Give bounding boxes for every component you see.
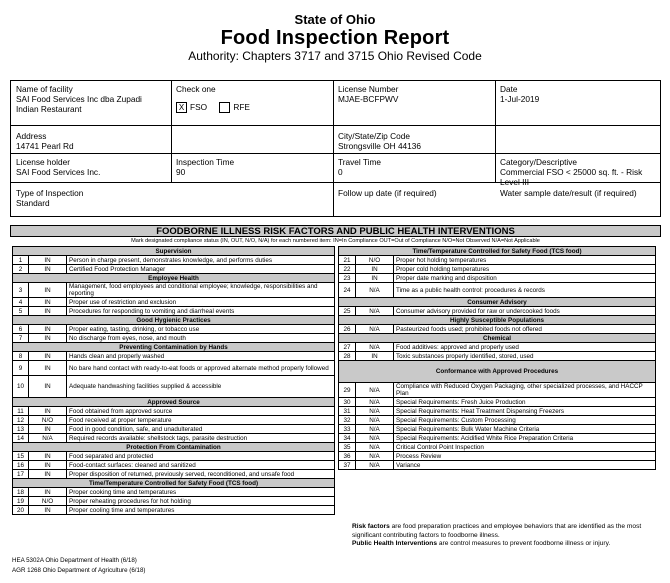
compliance-status[interactable]: IN (29, 298, 67, 307)
section-header: Preventing Contamination by Hands (13, 343, 335, 352)
item-number: 36 (339, 452, 356, 461)
category-label: Category/Descriptive (500, 157, 578, 167)
section-header-row (339, 247, 656, 256)
item-row (339, 325, 656, 334)
fso-label: FSO (190, 102, 208, 112)
compliance-status[interactable]: N/O (29, 416, 67, 425)
item-description: Critical Control Point Inspection (394, 443, 656, 452)
item-number: 19 (13, 497, 29, 506)
section-header: Highly Susceptible Populations (339, 316, 656, 325)
travel-time-label: Travel Time (338, 157, 382, 167)
follow-up-label: Follow up date (if required) (338, 188, 437, 198)
compliance-status[interactable]: N/A (356, 343, 394, 352)
footer-form-number-odh: HEA 5302A Ohio Department of Health (6/18) (12, 557, 137, 564)
item-number: 31 (339, 407, 356, 416)
license-holder-value: SAI Food Services Inc. (16, 167, 101, 177)
item-number: 29 (339, 383, 356, 398)
compliance-status[interactable]: IN (29, 334, 67, 343)
item-row (339, 343, 656, 352)
item-number: 28 (339, 352, 356, 361)
check-one-label: Check one (176, 84, 216, 94)
facility-name-label: Name of facility (16, 84, 73, 94)
inspection-type-value: Standard (16, 198, 50, 208)
section-header-row (13, 316, 335, 325)
item-description: Time as a public health control: procedures & records (394, 283, 656, 298)
item-number: 34 (339, 434, 356, 443)
compliance-status[interactable]: IN (29, 452, 67, 461)
follow-up-cell (333, 185, 495, 201)
item-row (13, 334, 335, 343)
compliance-status[interactable]: IN (356, 265, 394, 274)
compliance-status[interactable]: N/A (356, 383, 394, 398)
state-heading: State of Ohio (294, 12, 376, 27)
item-number: 24 (339, 283, 356, 298)
item-number: 23 (339, 274, 356, 283)
travel-time-value: 0 (338, 167, 343, 177)
item-description: Proper reheating procedures for hot holding (67, 497, 335, 506)
item-number: 27 (339, 343, 356, 352)
section-header: Good Hygienic Practices (13, 316, 335, 325)
section-header-row (13, 274, 335, 283)
item-row (339, 398, 656, 407)
risk-factors-definition: are food preparation practices and employee behaviors that are identified as the most significant contributing factors to foodborne illness. (352, 523, 642, 539)
item-description: Pasteurized foods used; prohibited foods not offered (394, 325, 656, 334)
item-row (339, 352, 656, 361)
item-row (13, 416, 335, 425)
item-description: Proper disposition of returned, previously served, reconditioned, and unsafe food (67, 470, 335, 479)
compliance-status[interactable]: N/A (29, 434, 67, 443)
compliance-status[interactable]: IN (29, 307, 67, 316)
compliance-status[interactable]: IN (29, 461, 67, 470)
section-header: Time/Temperature Controlled for Safety Food (TCS food) (13, 479, 335, 488)
city-state-zip-label: City/State/Zip Code (338, 131, 410, 141)
risk-factors-table-left (12, 246, 335, 515)
item-row (339, 383, 656, 398)
compliance-status[interactable]: IN (29, 506, 67, 515)
item-row (339, 307, 656, 316)
item-description: Food additives: approved and properly used (394, 343, 656, 352)
item-number: 6 (13, 325, 29, 334)
compliance-status[interactable]: N/A (356, 407, 394, 416)
item-row (13, 361, 335, 376)
item-number: 25 (339, 307, 356, 316)
risk-factors-term: Risk factors (352, 523, 390, 530)
item-description: Proper hot holding temperatures (394, 256, 656, 265)
item-row (13, 434, 335, 443)
compliance-status[interactable]: IN (29, 352, 67, 361)
license-number-value: MJAE-BCFPWV (338, 94, 399, 104)
item-number: 8 (13, 352, 29, 361)
compliance-status[interactable]: IN (29, 488, 67, 497)
compliance-status[interactable]: IN (29, 407, 67, 416)
item-number: 9 (13, 361, 29, 376)
item-row (339, 416, 656, 425)
item-row (13, 461, 335, 470)
item-description: No bare hand contact with ready-to-eat foods or approved alternate method properly followed (67, 361, 335, 376)
item-description: Special Requirements: Fresh Juice Production (394, 398, 656, 407)
compliance-status[interactable]: N/A (356, 443, 394, 452)
item-row (13, 307, 335, 316)
item-row (339, 283, 656, 298)
item-description: Proper cooling time and temperatures (67, 506, 335, 515)
item-row (13, 488, 335, 497)
license-number-label: License Number (338, 84, 399, 94)
compliance-status[interactable]: N/A (356, 325, 394, 334)
water-sample-label: Water sample date/result (if required) (500, 188, 637, 198)
inspection-type-cell (11, 185, 333, 211)
compliance-status[interactable]: IN (29, 256, 67, 265)
compliance-status[interactable]: N/O (356, 256, 394, 265)
rfe-label: RFE (233, 102, 250, 112)
item-description: Food separated and protected (67, 452, 335, 461)
item-description: Special Requirements: Acidified White Rice Preparation Criteria (394, 434, 656, 443)
item-row (339, 461, 656, 470)
item-description: Compliance with Reduced Oxygen Packaging, other specialized processes, and HACCP Plan (394, 383, 656, 398)
item-description: Variance (394, 461, 656, 470)
item-number: 2 (13, 265, 29, 274)
item-number: 11 (13, 407, 29, 416)
compliance-status[interactable]: N/A (356, 307, 394, 316)
compliance-status[interactable]: IN (29, 265, 67, 274)
item-number: 30 (339, 398, 356, 407)
section-header: Consumer Advisory (339, 298, 656, 307)
item-number: 5 (13, 307, 29, 316)
item-description: Hands clean and properly washed (67, 352, 335, 361)
water-sample-cell (495, 185, 660, 201)
rfe-checkbox[interactable] (219, 102, 230, 113)
item-number: 4 (13, 298, 29, 307)
license-number-cell (333, 81, 495, 107)
section-header: Time/Temperature Controlled for Safety Food (TCS food) (339, 247, 656, 256)
item-number: 7 (13, 334, 29, 343)
item-number: 15 (13, 452, 29, 461)
item-row (13, 256, 335, 265)
section-header-row (339, 298, 656, 307)
city-state-zip-cell (333, 128, 660, 154)
item-description: Food obtained from approved source (67, 407, 335, 416)
item-row (339, 274, 656, 283)
category-value: Commercial FSO < 25000 sq. ft. - Risk Level III (500, 167, 643, 187)
section-header: Supervision (13, 247, 335, 256)
inspection-time-value: 90 (176, 167, 186, 177)
section-header: Approved Source (13, 398, 335, 407)
compliance-status[interactable]: N/A (356, 398, 394, 407)
item-description: Toxic substances properly identified, stored, used (394, 352, 656, 361)
section-header: Protection From Contamination (13, 443, 335, 452)
facility-name-value: SAI Food Services Inc dba Zupadi Indian Restaurant (16, 94, 142, 114)
item-row (13, 325, 335, 334)
item-number: 1 (13, 256, 29, 265)
compliance-status[interactable]: N/A (356, 425, 394, 434)
item-row (339, 434, 656, 443)
inspection-time-label: Inspection Time (176, 157, 235, 167)
compliance-status[interactable]: N/A (356, 434, 394, 443)
section-header-row (13, 398, 335, 407)
section-header: Employee Health (13, 274, 335, 283)
date-cell (495, 81, 660, 107)
item-description: Food received at proper temperature (67, 416, 335, 425)
compliance-status[interactable]: IN (356, 352, 394, 361)
item-description: Food in good condition, safe, and unadulterated (67, 425, 335, 434)
item-row (339, 265, 656, 274)
item-description: Food-contact surfaces: cleaned and sanitized (67, 461, 335, 470)
item-row (13, 497, 335, 506)
item-description: Proper cooking time and temperatures (67, 488, 335, 497)
item-number: 26 (339, 325, 356, 334)
item-row (13, 506, 335, 515)
facility-info-grid (10, 80, 661, 217)
item-row (13, 470, 335, 479)
compliance-status[interactable]: N/A (356, 283, 394, 298)
item-number: 14 (13, 434, 29, 443)
section-header-row (339, 334, 656, 343)
item-row (339, 407, 656, 416)
item-description: Management, food employees and conditional employee; knowledge, responsibilities and reporting (67, 283, 335, 298)
city-state-zip-value: Strongsville OH 44136 (338, 141, 422, 151)
item-row (339, 443, 656, 452)
item-row (13, 407, 335, 416)
item-row (13, 265, 335, 274)
item-description: Person in charge present, demonstrates knowledge, and performs duties (67, 256, 335, 265)
item-description: Proper eating, tasting, drinking, or tobacco use (67, 325, 335, 334)
item-description: No discharge from eyes, nose, and mouth (67, 334, 335, 343)
fso-checkbox[interactable]: X (176, 102, 187, 113)
date-label: Date (500, 84, 518, 94)
risk-factors-table-right (338, 246, 656, 470)
item-row (13, 298, 335, 307)
compliance-status[interactable]: IN (356, 274, 394, 283)
inspection-time-cell (171, 154, 333, 180)
item-row (339, 425, 656, 434)
item-row (339, 256, 656, 265)
item-number: 20 (13, 506, 29, 515)
section-header: Conformance with Approved Procedures (339, 361, 656, 383)
check-one-cell (171, 81, 333, 116)
item-row (13, 452, 335, 461)
item-description: Special Requirements: Custom Processing (394, 416, 656, 425)
item-number: 22 (339, 265, 356, 274)
section-header: Chemical (339, 334, 656, 343)
item-description: Adequate handwashing facilities supplied & accessible (67, 376, 335, 398)
item-number: 13 (13, 425, 29, 434)
license-holder-cell (11, 154, 171, 180)
address-label: Address (16, 131, 47, 141)
travel-time-cell (333, 154, 495, 180)
item-number: 35 (339, 443, 356, 452)
item-number: 12 (13, 416, 29, 425)
compliance-status[interactable]: N/A (356, 416, 394, 425)
compliance-status[interactable]: IN (29, 470, 67, 479)
item-row (13, 376, 335, 398)
inspection-type-label: Type of Inspection (16, 188, 84, 198)
footer-form-number-oda: AGR 1268 Ohio Department of Agriculture (6/18) (12, 567, 146, 574)
item-description: Consumer advisory provided for raw or undercooked foods (394, 307, 656, 316)
section-header-row (13, 343, 335, 352)
report-title: Food Inspection Report (220, 27, 450, 49)
public-health-interventions-definition: are control measures to prevent foodborne illness or injury. (437, 540, 611, 547)
public-health-interventions-term: Public Health Interventions (352, 540, 438, 547)
item-description: Procedures for responding to vomiting and diarrheal events (67, 307, 335, 316)
compliance-status[interactable]: IN (29, 283, 67, 298)
item-description: Proper date marking and disposition (394, 274, 656, 283)
compliance-status[interactable]: IN (29, 376, 67, 398)
section-header-row (339, 316, 656, 325)
item-number: 32 (339, 416, 356, 425)
item-number: 17 (13, 470, 29, 479)
item-description: Required records available: shellstock tags, parasite destruction (67, 434, 335, 443)
compliance-status[interactable]: IN (29, 325, 67, 334)
section-header-row (339, 361, 656, 383)
item-row (339, 452, 656, 461)
item-number: 37 (339, 461, 356, 470)
compliance-status[interactable]: IN (29, 361, 67, 376)
section-header-row (13, 247, 335, 256)
address-cell (11, 128, 333, 154)
compliance-status[interactable]: N/A (356, 461, 394, 470)
item-row (13, 283, 335, 298)
compliance-status[interactable]: N/A (356, 452, 394, 461)
item-description: Process Review (394, 452, 656, 461)
section-header-row (13, 443, 335, 452)
item-number: 16 (13, 461, 29, 470)
item-description: Certified Food Protection Manager (67, 265, 335, 274)
address-value: 14741 Pearl Rd (16, 141, 74, 151)
item-number: 3 (13, 283, 29, 298)
item-number: 21 (339, 256, 356, 265)
item-number: 33 (339, 425, 356, 434)
date-value: 1-Jul-2019 (500, 94, 540, 104)
item-description: Special Requirements: Bulk Water Machine Criteria (394, 425, 656, 434)
risk-factors-banner: FOODBORNE ILLNESS RISK FACTORS AND PUBLIC HEALTH INTERVENTIONS (10, 225, 661, 237)
section-header-row (13, 479, 335, 488)
item-description: Special Requirements: Heat Treatment Dispensing Freezers (394, 407, 656, 416)
item-number: 18 (13, 488, 29, 497)
item-number: 10 (13, 376, 29, 398)
compliance-status[interactable]: N/O (29, 497, 67, 506)
item-description: Proper cold holding temperatures (394, 265, 656, 274)
risk-factors-note (352, 523, 655, 549)
authority-line: Authority: Chapters 3717 and 3715 Ohio Revised Code (188, 49, 482, 63)
item-row (13, 425, 335, 434)
compliance-status[interactable]: IN (29, 425, 67, 434)
item-description: Proper use of restriction and exclusion (67, 298, 335, 307)
compliance-legend: Mark designated compliance status (IN, OUT, N/O, N/A) for each numbered item: IN=In Compliance OUT=Out of Compliance N/O=Not Observed N/A=Not Applicable (131, 238, 540, 244)
license-holder-label: License holder (16, 157, 70, 167)
facility-name-cell (11, 81, 171, 117)
item-row (13, 352, 335, 361)
